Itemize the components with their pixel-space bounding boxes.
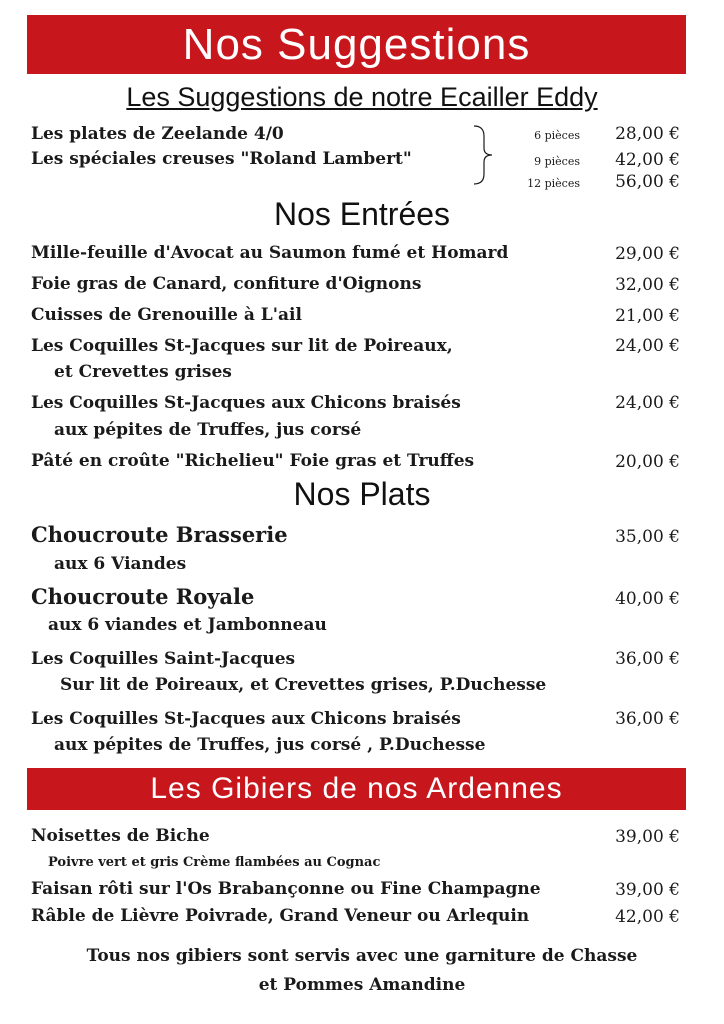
gibier-price: 42,00 € [615, 907, 680, 927]
plat-item: Les Coquilles St-Jacques aux Chicons braisés [31, 709, 461, 729]
plat-item: Les Coquilles Saint-Jacques [31, 649, 296, 669]
plat-price: 36,00 € [615, 649, 680, 669]
gibier-sub: Poivre vert et gris Crème flambées au Cognac [48, 855, 381, 870]
oyster-item-zeelande: Les plates de Zeelande 4/0 [31, 124, 284, 144]
price-12: 56,00 € [615, 172, 680, 192]
entree-price: 32,00 € [615, 275, 680, 295]
curly-brace [472, 124, 496, 186]
entree-item: Les Coquilles St-Jacques sur lit de Poireaux, [31, 336, 453, 356]
plats-heading: Nos Plats [293, 476, 431, 512]
entree-sub: aux pépites de Truffes, jus corsé [54, 420, 362, 440]
plat-sub: Sur lit de Poireaux, et Crevettes grises, P.Duchesse [60, 675, 547, 695]
footer-note-line1: Tous nos gibiers sont servis avec une garniture de Chasse [86, 946, 638, 966]
entree-price: 24,00 € [615, 393, 680, 413]
quantity-12: 12 pièces [527, 177, 580, 190]
footer-note-line2: et Pommes Amandine [258, 975, 466, 995]
gibier-price: 39,00 € [615, 827, 680, 847]
entree-price: 20,00 € [615, 452, 680, 472]
quantity-9: 9 pièces [534, 155, 580, 168]
gibier-item: Noisettes de Biche [31, 826, 210, 846]
gibier-price: 39,00 € [615, 880, 680, 900]
entrees-heading: Nos Entrées [273, 196, 451, 232]
gibier-item: Faisan rôti sur l'Os Brabançonne ou Fine Champagne [31, 879, 541, 899]
price-9: 42,00 € [615, 150, 680, 170]
plat-sub: aux 6 viandes et Jambonneau [48, 615, 327, 635]
plat-item: Choucroute Brasserie [31, 522, 288, 547]
price-6: 28,00 € [615, 124, 680, 144]
plat-item: Choucroute Royale [31, 584, 255, 609]
plat-sub: aux pépites de Truffes, jus corsé , P.Duchesse [54, 735, 486, 755]
ecailler-heading: Les Suggestions de notre Ecailler Eddy [126, 82, 598, 112]
entree-item: Mille-feuille d'Avocat au Saumon fumé et Homard [31, 243, 509, 263]
entree-price: 21,00 € [615, 306, 680, 326]
gibiers-heading: Les Gibiers de nos Ardennes [27, 768, 686, 810]
entree-item: Les Coquilles St-Jacques aux Chicons braisés [31, 393, 461, 413]
plat-price: 36,00 € [615, 709, 680, 729]
plat-price: 35,00 € [615, 527, 680, 547]
entree-sub: et Crevettes grises [54, 362, 232, 382]
plat-sub: aux 6 Viandes [54, 554, 187, 574]
entree-item: Cuisses de Grenouille à L'ail [31, 305, 302, 325]
plat-price: 40,00 € [615, 589, 680, 609]
quantity-6: 6 pièces [534, 129, 580, 142]
entree-item: Foie gras de Canard, confiture d'Oignons [31, 274, 422, 294]
entree-item: Pâté en croûte "Richelieu" Foie gras et Truffes [31, 451, 475, 471]
page-title: Nos Suggestions [27, 15, 686, 74]
gibier-item: Râble de Lièvre Poivrade, Grand Veneur ou Arlequin [31, 906, 530, 926]
oyster-item-speciales: Les spéciales creuses "Roland Lambert" [31, 149, 412, 169]
entree-price: 24,00 € [615, 336, 680, 356]
entree-price: 29,00 € [615, 244, 680, 264]
